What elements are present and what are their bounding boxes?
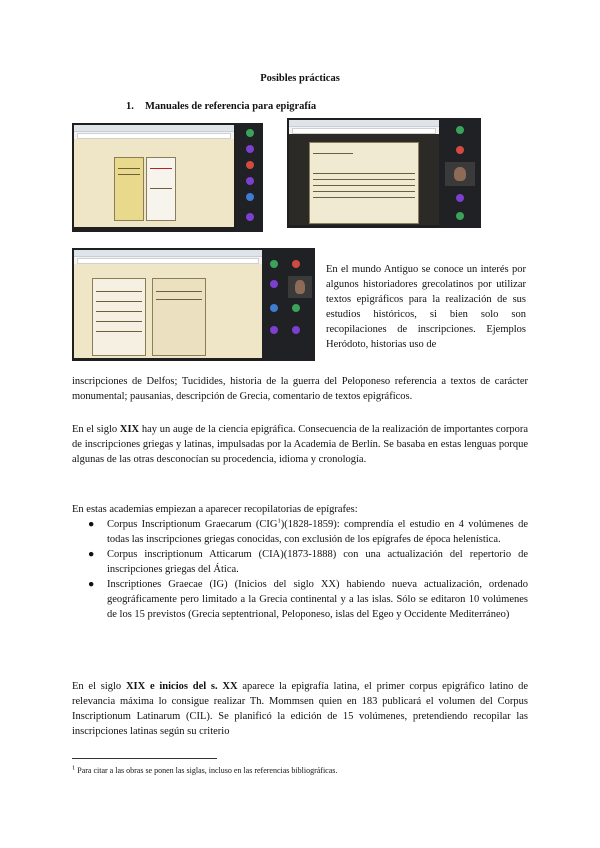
emphasis: XIX (119, 424, 140, 435)
footnote-divider (72, 758, 217, 759)
footnote-reference[interactable]: 1 (277, 517, 281, 525)
list-item: ● Inscriptiones Graecae (IG) (Inicios del siglo XX) habiendo nueva actualización, ordenado geográficamente pero limitado a la Grecia continental y a las islas. Sólo se editaron 10 volúmenes de los 15 previstos (Grecia septentrional, Peloponeso, islas del Egeo y Occidente Mediterráneo) (88, 579, 528, 620)
text: aparece la epigrafía latina, el primer corpus epigráfico latino de relevancia máxima lo consigue realizar Th. Mommsen quien en 183 publicará el volumen del Corpus Inscriptionum Latinarum (CIL). Se planificó la edición de 15 volúmenes, pretendiendo recopilar las inscripciones latinas según su criterio (72, 681, 528, 737)
page-title: Posibles prácticas (260, 73, 340, 84)
paragraph-epigrafia-latina (72, 679, 528, 739)
paragraph-academias: En estas academias empiezan a aparecer recopilatorias de epígrafes: (72, 504, 358, 515)
screenshot-zoom-session-2 (287, 118, 481, 228)
footnote-mark: 1 (72, 764, 76, 772)
paragraph-siglo-xix (72, 422, 528, 467)
paragraph-antiguo-continuation: inscripciones de Delfos; Tucidides, historia de la guerra del Peloponeso referencia a textos de carácter monumental; pausanias, descripción de Grecia, comentario de textos epigráficos. (72, 376, 528, 402)
paragraph-antiguo-beside-image: En el mundo Antiguo se conoce un interés por algunos historiadores grecolatinos por utilizar textos epigráficos para la realización de sus estudios históricos, si bien solo son recopilaciones de inscripciones. Ejemplos Heródoto, historias uso de (326, 264, 526, 350)
text: En el siglo (72, 681, 126, 692)
section-heading (126, 101, 316, 112)
footnote-text: Para citar a las obras se ponen las siglas, incluso en las referencias bibliográficas. (75, 766, 338, 775)
corpora-list (72, 517, 528, 622)
list-item: ● Corpus Inscriptionum Graecarum (CIG$^1$)(1828-1859): comprendía el estudio en 4 volúmenes de todas las inscripciones griegas conocidas, con exclusión de los epígrafes de época helenística. (88, 517, 528, 545)
screenshot-zoom-session-3 (72, 248, 315, 361)
list-item: ● Corpus inscriptionum Atticarum (CIA)(1873-1888) con una actualización del repertorio de inscripciones griegas del Ática. (88, 549, 528, 575)
section-label: Manuales de referencia para epigrafía (145, 101, 317, 112)
text: hay un auge de la ciencia epigráfica. Consecuencia de la realización de importantes corpora de inscripciones griegas y latinas, impulsadas por la Academia de Berlín. Se basaba en estas lenguas porque algunas de las otras desconocían su procedencia, idioma y cronología. (72, 424, 528, 465)
screenshot-zoom-session-1 (72, 123, 263, 232)
footnote (72, 766, 337, 775)
emphasis: XIX e inicios del s. XX (125, 681, 238, 692)
section-number: 1. (126, 101, 134, 112)
text: En el siglo (72, 424, 120, 435)
